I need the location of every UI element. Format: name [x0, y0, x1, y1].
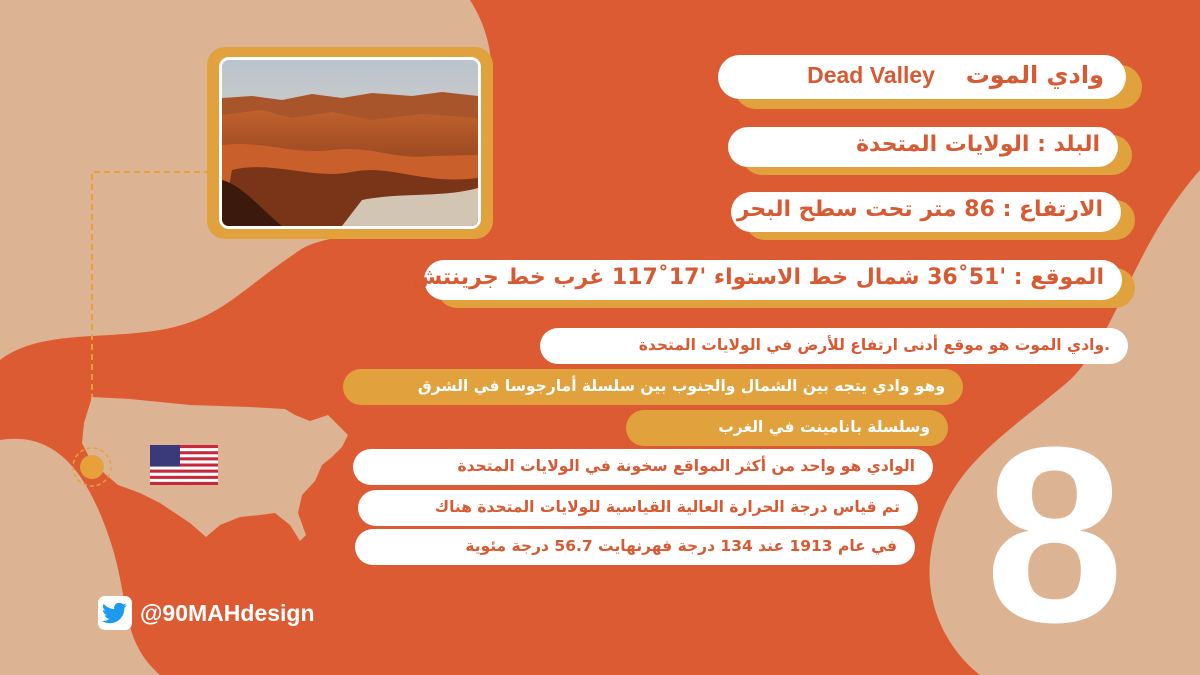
altitude-text: الارتفاع : 86 متر تحت سطح البحر [736, 197, 1103, 222]
item-number: 8 [985, 395, 1125, 674]
title-pill [718, 55, 1126, 99]
fact-line-5: تم قياس درجة الحرارة العالية القياسية للولايات المتحدة هناك [358, 490, 918, 526]
twitter-handle[interactable]: @90MAHdesign [140, 600, 315, 626]
location-pill [411, 260, 1122, 300]
location-text: الموقع : '51˚36 شمال خط الاستواء '17˚117 غرب خط جرينتش [411, 265, 1104, 290]
fact-line-2: وهو وادي يتجه بين الشمال والجنوب بين سلسلة أمارجوسا في الشرق [343, 369, 963, 405]
twitter-icon [98, 596, 132, 630]
fact-line-1: .وادي الموت هو موقع أدنى ارتفاع للأرض في الولايات المتحدة [540, 328, 1128, 364]
fact-line-4: الوادي هو واحد من أكثر المواقع سخونة في الولايات المتحدة [353, 449, 933, 485]
title-arabic: وادي الموت [965, 61, 1104, 89]
us-map [70, 385, 370, 555]
title-english: Dead Valley [807, 62, 935, 88]
fact-line-3: وسلسلة بانامينت في الغرب [626, 410, 948, 446]
country-text: البلد : الولايات المتحدة [856, 132, 1100, 157]
fact-line-6: في عام 1913 عند 134 درجة فهرنهايت 56.7 درجة مئوية [355, 529, 915, 565]
country-pill [728, 127, 1118, 167]
us-flag-icon [150, 445, 218, 485]
altitude-pill [731, 192, 1121, 232]
